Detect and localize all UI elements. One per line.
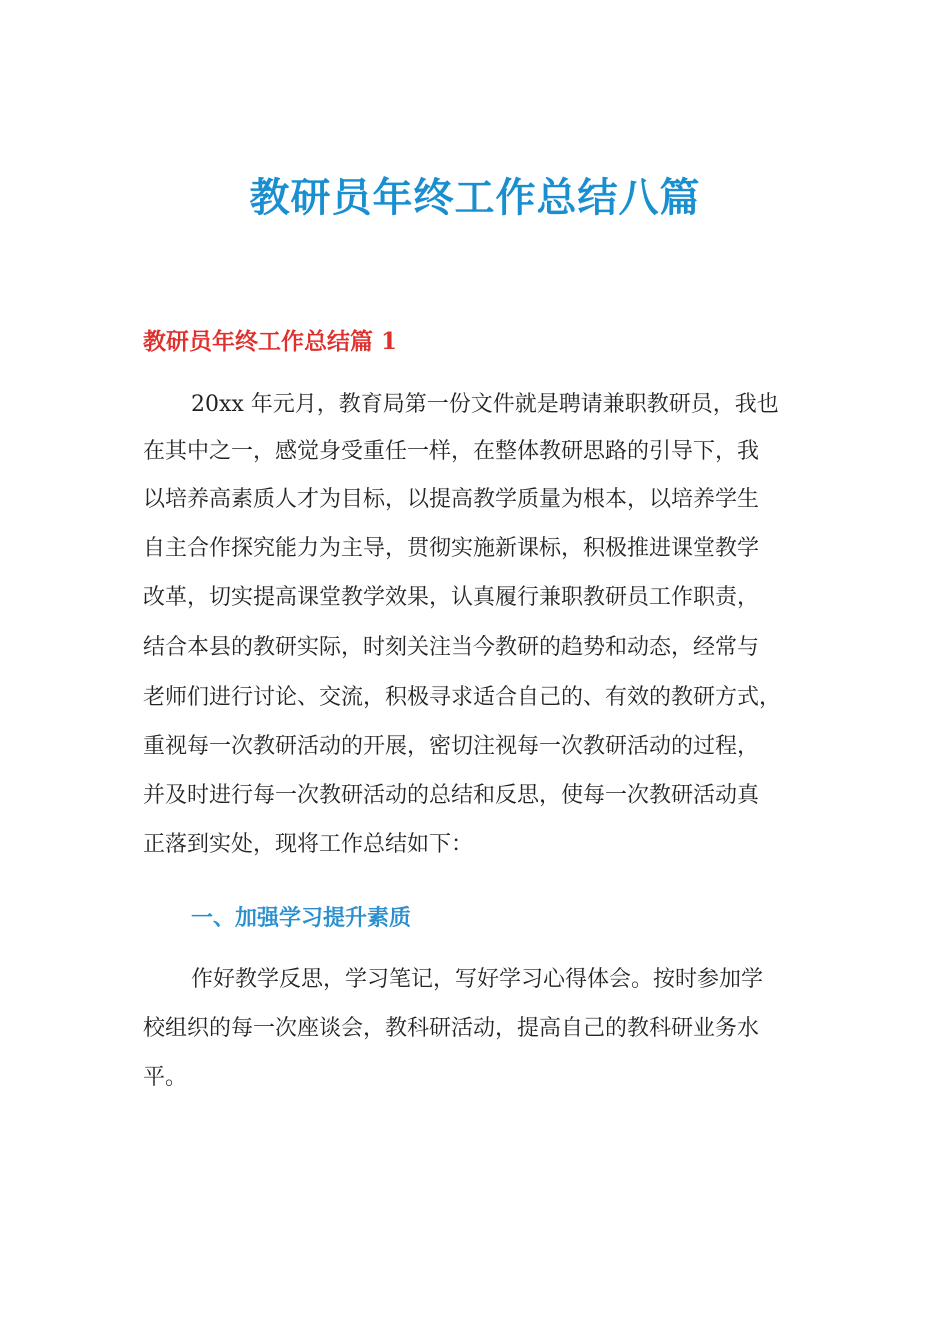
paragraph-line: 校组织的每一次座谈会，教科研活动，提高自己的教科研业务水 [143, 1016, 760, 1041]
paragraph-line: 老师们进行讨论、交流，积极寻求适合自己的、有效的教研方式， [143, 685, 782, 710]
paragraph-line: 并及时进行每一次教研活动的总结和反思，使每一次教研活动真 [143, 783, 760, 808]
document-title: 教研员年终工作总结八篇 [249, 175, 701, 221]
paragraph-line: 自主合作探究能力为主导，贯彻实施新课标，积极推进课堂教学 [143, 536, 760, 561]
paragraph-line: 改革，切实提高课堂教学效果，认真履行兼职教研员工作职责， [143, 585, 760, 610]
subheading: 一、加强学习提升素质 [191, 905, 412, 931]
section-heading: 教研员年终工作总结篇 1 [143, 328, 398, 355]
paragraph-line: 重视每一次教研活动的开展，密切注视每一次教研活动的过程， [143, 734, 760, 759]
paragraph-line: 作好教学反思，学习笔记，写好学习心得体会。按时参加学 [191, 967, 764, 992]
paragraph-line: 20xx 年元月，教育局第一份文件就是聘请兼职教研员，我也 [191, 392, 779, 417]
paragraph-line: 平。 [143, 1065, 188, 1090]
paragraph-line: 正落到实处，现将工作总结如下： [143, 832, 474, 857]
paragraph-line: 在其中之一，感觉身受重任一样，在整体教研思路的引导下，我 [143, 439, 760, 464]
paragraph-line: 结合本县的教研实际，时刻关注当今教研的趋势和动态，经常与 [143, 635, 760, 660]
paragraph-line: 以培养高素质人才为目标，以提高教学质量为根本，以培养学生 [143, 487, 760, 512]
